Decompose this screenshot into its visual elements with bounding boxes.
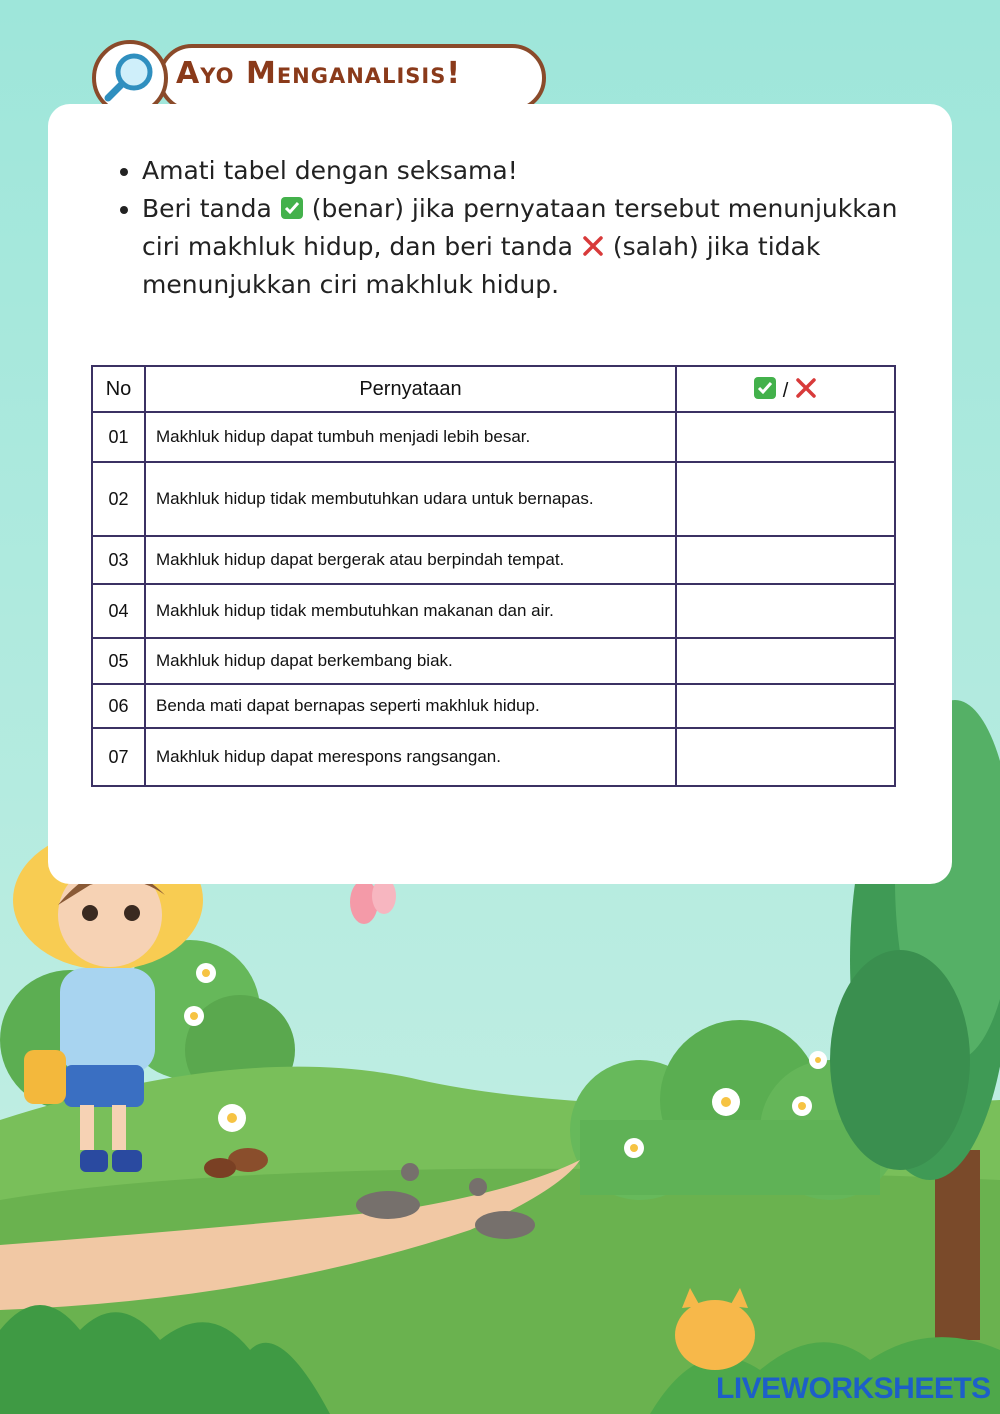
statement-table	[91, 365, 896, 787]
answer-cell[interactable]	[676, 638, 895, 684]
table-row	[92, 684, 895, 728]
header-mark: /	[676, 366, 895, 412]
instruction-item: • Beri tanda (benar) jika pernyataan tersebut menunjukkan ciri makhluk hidup, dan beri tanda (salah) jika tidak menunjukkan ciri makhluk hidup.	[142, 190, 912, 304]
row-statement: Makhluk hidup dapat berkembang biak.	[145, 638, 676, 684]
row-statement: Makhluk hidup tidak membutuhkan makanan dan air.	[145, 584, 676, 638]
table-row	[92, 536, 895, 584]
page-title: Ayo Menganalisis!	[176, 56, 462, 91]
table-row	[92, 728, 895, 786]
row-number: 02	[92, 462, 145, 536]
row-number: 04	[92, 584, 145, 638]
row-statement: Makhluk hidup dapat merespons rangsangan.	[145, 728, 676, 786]
answer-cell[interactable]	[676, 728, 895, 786]
row-statement: Makhluk hidup tidak membutuhkan udara untuk bernapas.	[145, 462, 676, 536]
row-number: 06	[92, 684, 145, 728]
cross-icon	[794, 376, 818, 400]
check-icon	[753, 376, 777, 400]
check-icon	[280, 196, 304, 220]
row-number: 03	[92, 536, 145, 584]
table-header-row	[92, 366, 895, 412]
table-row	[92, 584, 895, 638]
table-row	[92, 462, 895, 536]
row-statement: Makhluk hidup dapat bergerak atau berpindah tempat.	[145, 536, 676, 584]
answer-cell[interactable]	[676, 684, 895, 728]
table-row	[92, 412, 895, 462]
instructions	[112, 152, 912, 304]
magnifier-icon	[96, 44, 164, 112]
row-number: 07	[92, 728, 145, 786]
row-statement: Makhluk hidup dapat tumbuh menjadi lebih besar.	[145, 412, 676, 462]
row-number: 01	[92, 412, 145, 462]
instruction-item: • Amati tabel dengan seksama!	[142, 152, 912, 190]
answer-cell[interactable]	[676, 536, 895, 584]
cat-illustration	[675, 1288, 755, 1370]
row-statement: Benda mati dapat bernapas seperti makhluk hidup.	[145, 684, 676, 728]
table-row	[92, 638, 895, 684]
answer-cell[interactable]	[676, 584, 895, 638]
header-statement: Pernyataan	[145, 366, 676, 412]
row-number: 05	[92, 638, 145, 684]
cross-icon	[581, 234, 605, 258]
watermark-logo: LIVEWORKSHEETS	[716, 1372, 991, 1405]
answer-cell[interactable]	[676, 412, 895, 462]
header-no: No	[92, 366, 145, 412]
answer-cell[interactable]	[676, 462, 895, 536]
